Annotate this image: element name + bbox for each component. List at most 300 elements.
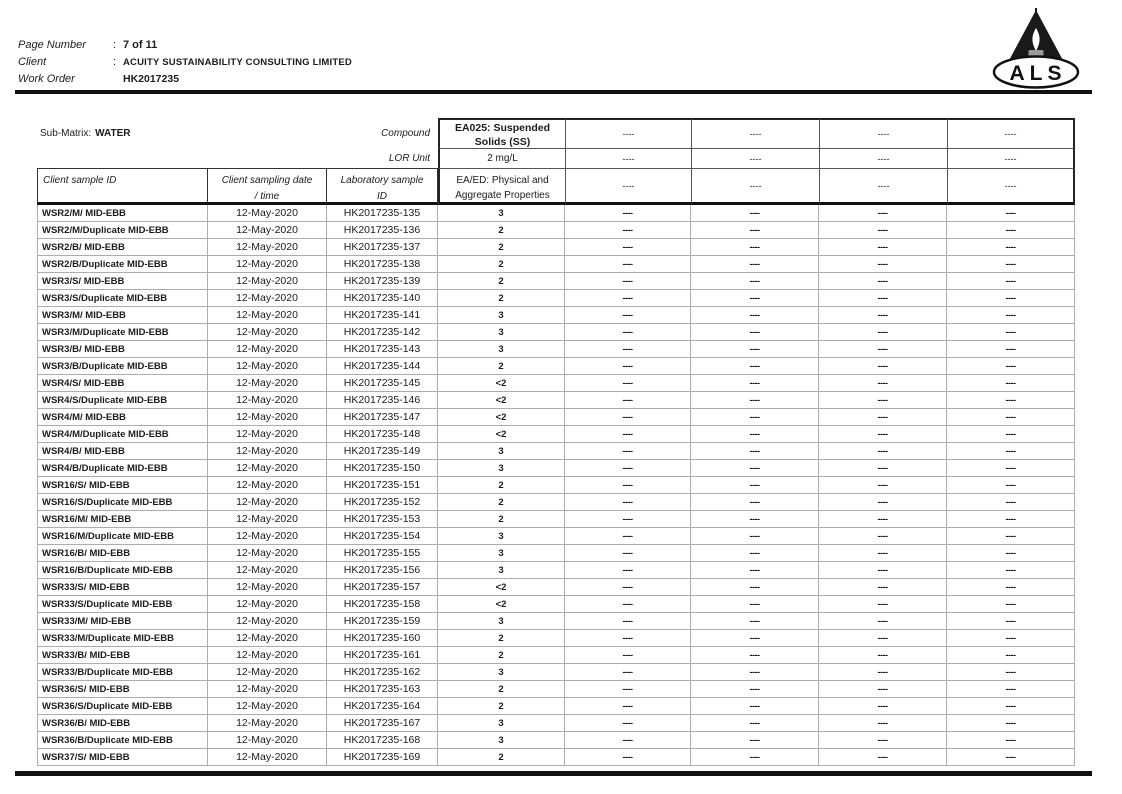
empty-result-cell: ---- xyxy=(691,715,819,732)
empty-result-cell: ---- xyxy=(565,613,691,630)
lab-sample-id-cell: HK2017235-146 xyxy=(327,392,438,409)
lab-sample-id-cell: HK2017235-140 xyxy=(327,290,438,307)
sampling-date-cell: 12-May-2020 xyxy=(208,562,327,579)
sampling-date-cell: 12-May-2020 xyxy=(208,715,327,732)
compound-header: EA025: Suspended Solids (SS) xyxy=(438,118,565,148)
empty-result-cell: ---- xyxy=(691,273,819,290)
separator: : xyxy=(113,39,117,51)
empty-result-cell: ---- xyxy=(691,664,819,681)
result-cell: 2 xyxy=(438,222,565,239)
empty-result-cell: ---- xyxy=(947,613,1075,630)
empty-result-cell: ---- xyxy=(819,647,947,664)
sampling-date-cell: 12-May-2020 xyxy=(208,409,327,426)
empty-result-cell: ---- xyxy=(947,409,1075,426)
lor-unit-empty: ---- xyxy=(819,148,947,168)
empty-result-cell: ---- xyxy=(691,562,819,579)
empty-result-cell: ---- xyxy=(691,358,819,375)
empty-result-cell: ---- xyxy=(819,358,947,375)
empty-result-cell: ---- xyxy=(565,698,691,715)
client-sample-id-cell: WSR33/S/ MID-EBB xyxy=(37,579,208,596)
empty-result-cell: ---- xyxy=(691,392,819,409)
client-sample-id-cell: WSR33/M/ MID-EBB xyxy=(37,613,208,630)
sampling-date-cell: 12-May-2020 xyxy=(208,681,327,698)
empty-result-cell: ---- xyxy=(691,256,819,273)
empty-result-cell: ---- xyxy=(565,392,691,409)
sampling-date-cell: 12-May-2020 xyxy=(208,392,327,409)
sampling-date-cell: 12-May-2020 xyxy=(208,222,327,239)
compound-row-label: Compound xyxy=(381,127,430,139)
empty-result-cell: ---- xyxy=(819,239,947,256)
page-number-value: 7 of 11 xyxy=(123,39,158,51)
client-sample-id-cell: WSR36/B/Duplicate MID-EBB xyxy=(37,732,208,749)
empty-result-cell: ---- xyxy=(947,222,1075,239)
sub-matrix-label: Sub-Matrix: xyxy=(40,127,92,139)
sampling-date-cell: 12-May-2020 xyxy=(208,341,327,358)
sub-matrix xyxy=(37,118,327,148)
sampling-date-cell: 12-May-2020 xyxy=(208,375,327,392)
empty-result-cell: ---- xyxy=(691,222,819,239)
result-cell: 3 xyxy=(438,460,565,477)
work-order-row xyxy=(18,73,352,90)
lab-sample-id-cell: HK2017235-162 xyxy=(327,664,438,681)
result-cell: 3 xyxy=(438,341,565,358)
empty-result-cell: ---- xyxy=(565,290,691,307)
lab-sample-id-cell: HK2017235-169 xyxy=(327,749,438,766)
result-cell: 3 xyxy=(438,307,565,324)
empty-result-cell: ---- xyxy=(691,239,819,256)
empty-result-cell: ---- xyxy=(691,426,819,443)
client-sample-id-cell: WSR3/M/Duplicate MID-EBB xyxy=(37,324,208,341)
empty-result-cell: ---- xyxy=(819,562,947,579)
empty-result-cell: ---- xyxy=(947,358,1075,375)
client-value: ACUITY SUSTAINABILITY CONSULTING LIMITED xyxy=(123,57,352,68)
lab-sample-id-cell: HK2017235-153 xyxy=(327,511,438,528)
empty-result-cell: ---- xyxy=(565,222,691,239)
empty-result-cell: ---- xyxy=(691,630,819,647)
empty-result-cell: ---- xyxy=(819,392,947,409)
result-cell: 2 xyxy=(438,358,565,375)
empty-result-cell: ---- xyxy=(691,477,819,494)
result-cell: <2 xyxy=(438,392,565,409)
lor-unit-row-label: LOR Unit xyxy=(388,152,430,164)
sampling-date-cell: 12-May-2020 xyxy=(208,545,327,562)
client-sample-id-cell: WSR2/M/Duplicate MID-EBB xyxy=(37,222,208,239)
results-table xyxy=(37,118,1075,766)
empty-result-cell: ---- xyxy=(947,256,1075,273)
client-sample-id-cell: WSR2/M/ MID-EBB xyxy=(37,205,208,222)
empty-result-cell: ---- xyxy=(819,222,947,239)
empty-result-cell: ---- xyxy=(565,664,691,681)
lab-sample-id-cell: HK2017235-150 xyxy=(327,460,438,477)
empty-result-cell: ---- xyxy=(819,256,947,273)
work-order-label: Work Order xyxy=(18,73,75,85)
result-cell: 3 xyxy=(438,443,565,460)
sampling-date-cell: 12-May-2020 xyxy=(208,613,327,630)
empty-result-cell: ---- xyxy=(565,579,691,596)
empty-result-cell: ---- xyxy=(691,460,819,477)
sampling-date-cell: 12-May-2020 xyxy=(208,596,327,613)
empty-result-cell: ---- xyxy=(947,324,1075,341)
sampling-date-cell: 12-May-2020 xyxy=(208,443,327,460)
lab-sample-id-cell: HK2017235-147 xyxy=(327,409,438,426)
lor-unit-value: 2 mg/L xyxy=(438,148,565,168)
header-rule xyxy=(15,90,1092,94)
empty-result-cell: ---- xyxy=(947,375,1075,392)
empty-result-cell: ---- xyxy=(947,307,1075,324)
compound-header-empty: ---- xyxy=(691,118,819,148)
empty-result-cell: ---- xyxy=(565,460,691,477)
result-cell: 3 xyxy=(438,715,565,732)
empty-result-cell: ---- xyxy=(947,681,1075,698)
empty-result-cell: ---- xyxy=(691,494,819,511)
empty-result-cell: ---- xyxy=(947,494,1075,511)
als-logo-text: ALS xyxy=(1009,62,1067,85)
empty-result-cell: ---- xyxy=(565,324,691,341)
lab-sample-id-cell: HK2017235-141 xyxy=(327,307,438,324)
empty-result-cell: ---- xyxy=(947,562,1075,579)
empty-result-cell: ---- xyxy=(947,290,1075,307)
page-number-label: Page Number xyxy=(18,39,86,51)
client-sample-id-cell: WSR16/B/ MID-EBB xyxy=(37,545,208,562)
empty-result-cell: ---- xyxy=(819,664,947,681)
empty-result-cell: ---- xyxy=(819,460,947,477)
sampling-date-cell: 12-May-2020 xyxy=(208,460,327,477)
lab-sample-id-cell: HK2017235-137 xyxy=(327,239,438,256)
empty-result-cell: ---- xyxy=(947,715,1075,732)
page-number-row xyxy=(18,39,352,56)
result-cell: 3 xyxy=(438,562,565,579)
empty-result-cell: ---- xyxy=(691,307,819,324)
empty-result-cell: ---- xyxy=(565,647,691,664)
empty-result-cell: ---- xyxy=(819,579,947,596)
lab-sample-id-cell: HK2017235-159 xyxy=(327,613,438,630)
result-cell: 2 xyxy=(438,749,565,766)
empty-result-cell: ---- xyxy=(691,698,819,715)
client-sample-id-cell: WSR16/B/Duplicate MID-EBB xyxy=(37,562,208,579)
empty-result-cell: ---- xyxy=(565,511,691,528)
separator: : xyxy=(113,56,117,68)
empty-result-cell: ---- xyxy=(819,273,947,290)
empty-result-cell: ---- xyxy=(565,409,691,426)
client-sample-id-cell: WSR3/S/Duplicate MID-EBB xyxy=(37,290,208,307)
empty-result-cell: ---- xyxy=(565,256,691,273)
empty-result-cell: ---- xyxy=(819,545,947,562)
lor-unit-empty: ---- xyxy=(565,148,691,168)
client-sample-id-cell: WSR2/B/Duplicate MID-EBB xyxy=(37,256,208,273)
empty-result-cell: ---- xyxy=(819,494,947,511)
empty-result-cell: ---- xyxy=(819,630,947,647)
empty-result-cell: ---- xyxy=(819,409,947,426)
empty-result-cell: ---- xyxy=(947,664,1075,681)
client-sample-id-cell: WSR3/M/ MID-EBB xyxy=(37,307,208,324)
empty-result-cell: ---- xyxy=(819,205,947,222)
result-cell: 2 xyxy=(438,647,565,664)
sampling-date-cell: 12-May-2020 xyxy=(208,494,327,511)
empty-result-cell: ---- xyxy=(947,511,1075,528)
empty-result-cell: ---- xyxy=(691,409,819,426)
client-sample-id-cell: WSR37/S/ MID-EBB xyxy=(37,749,208,766)
result-cell: 3 xyxy=(438,324,565,341)
lab-sample-id-cell: HK2017235-158 xyxy=(327,596,438,613)
sampling-date-cell: 12-May-2020 xyxy=(208,290,327,307)
result-cell: 2 xyxy=(438,494,565,511)
empty-result-cell: ---- xyxy=(947,732,1075,749)
empty-result-cell: ---- xyxy=(947,443,1075,460)
method-group-empty: ---- xyxy=(819,168,947,205)
client-sample-id-cell: WSR16/M/Duplicate MID-EBB xyxy=(37,528,208,545)
empty-result-cell: ---- xyxy=(819,681,947,698)
sub-matrix-value: WATER xyxy=(95,127,131,139)
lab-sample-id-cell: HK2017235-145 xyxy=(327,375,438,392)
compound-header-empty: ---- xyxy=(819,118,947,148)
empty-result-cell: ---- xyxy=(819,749,947,766)
result-cell: 2 xyxy=(438,477,565,494)
empty-result-cell: ---- xyxy=(691,375,819,392)
empty-result-cell: ---- xyxy=(947,239,1075,256)
empty-result-cell: ---- xyxy=(565,307,691,324)
empty-result-cell: ---- xyxy=(565,715,691,732)
empty-result-cell: ---- xyxy=(565,749,691,766)
result-cell: <2 xyxy=(438,596,565,613)
empty-result-cell: ---- xyxy=(565,681,691,698)
empty-result-cell: ---- xyxy=(947,426,1075,443)
sampling-date-cell: 12-May-2020 xyxy=(208,205,327,222)
client-sample-id-cell: WSR33/B/ MID-EBB xyxy=(37,647,208,664)
empty-result-cell: ---- xyxy=(565,205,691,222)
lab-sample-id-cell: HK2017235-149 xyxy=(327,443,438,460)
empty-result-cell: ---- xyxy=(565,239,691,256)
sampling-date-cell: 12-May-2020 xyxy=(208,256,327,273)
lab-sample-id-cell: HK2017235-160 xyxy=(327,630,438,647)
compound-header-empty: ---- xyxy=(947,118,1075,148)
footer-rule xyxy=(15,771,1092,776)
result-cell: 2 xyxy=(438,239,565,256)
compound-header-empty: ---- xyxy=(565,118,691,148)
lab-sample-id-cell: HK2017235-157 xyxy=(327,579,438,596)
lab-sample-id-cell: HK2017235-144 xyxy=(327,358,438,375)
empty-result-cell: ---- xyxy=(947,579,1075,596)
lab-sample-id-cell: HK2017235-136 xyxy=(327,222,438,239)
empty-result-cell: ---- xyxy=(691,290,819,307)
lab-sample-id-cell: HK2017235-161 xyxy=(327,647,438,664)
empty-result-cell: ---- xyxy=(565,528,691,545)
sampling-date-cell: 12-May-2020 xyxy=(208,307,327,324)
result-cell: 2 xyxy=(438,273,565,290)
empty-result-cell: ---- xyxy=(947,392,1075,409)
empty-result-cell: ---- xyxy=(819,596,947,613)
client-sample-id-cell: WSR4/S/Duplicate MID-EBB xyxy=(37,392,208,409)
column-header-client-sample-id: Client sample ID xyxy=(37,168,208,205)
sampling-date-cell: 12-May-2020 xyxy=(208,477,327,494)
empty-result-cell: ---- xyxy=(565,426,691,443)
empty-result-cell: ---- xyxy=(691,596,819,613)
empty-result-cell: ---- xyxy=(819,324,947,341)
result-cell: <2 xyxy=(438,409,565,426)
lab-sample-id-cell: HK2017235-163 xyxy=(327,681,438,698)
empty-result-cell: ---- xyxy=(819,528,947,545)
client-sample-id-cell: WSR16/S/ MID-EBB xyxy=(37,477,208,494)
sampling-date-cell: 12-May-2020 xyxy=(208,630,327,647)
empty-result-cell: ---- xyxy=(819,341,947,358)
result-cell: 3 xyxy=(438,732,565,749)
client-sample-id-cell: WSR4/M/ MID-EBB xyxy=(37,409,208,426)
sampling-date-cell: 12-May-2020 xyxy=(208,732,327,749)
result-cell: 3 xyxy=(438,545,565,562)
empty-result-cell: ---- xyxy=(691,613,819,630)
empty-result-cell: ---- xyxy=(819,715,947,732)
lab-sample-id-cell: HK2017235-154 xyxy=(327,528,438,545)
empty-result-cell: ---- xyxy=(565,341,691,358)
empty-result-cell: ---- xyxy=(565,494,691,511)
result-cell: 2 xyxy=(438,698,565,715)
client-sample-id-cell: WSR36/S/ MID-EBB xyxy=(37,681,208,698)
empty-result-cell: ---- xyxy=(565,732,691,749)
empty-result-cell: ---- xyxy=(691,647,819,664)
empty-result-cell: ---- xyxy=(565,562,691,579)
result-cell: <2 xyxy=(438,579,565,596)
client-sample-id-cell: WSR33/M/Duplicate MID-EBB xyxy=(37,630,208,647)
client-sample-id-cell: WSR2/B/ MID-EBB xyxy=(37,239,208,256)
lab-sample-id-cell: HK2017235-142 xyxy=(327,324,438,341)
lab-sample-id-cell: HK2017235-168 xyxy=(327,732,438,749)
empty-result-cell: ---- xyxy=(565,273,691,290)
result-cell: 3 xyxy=(438,613,565,630)
sampling-date-cell: 12-May-2020 xyxy=(208,647,327,664)
client-sample-id-cell: WSR3/S/ MID-EBB xyxy=(37,273,208,290)
page-header xyxy=(18,39,352,90)
client-label: Client xyxy=(18,56,47,68)
lab-sample-id-cell: HK2017235-143 xyxy=(327,341,438,358)
client-sample-id-cell: WSR33/S/Duplicate MID-EBB xyxy=(37,596,208,613)
empty-result-cell: ---- xyxy=(565,596,691,613)
client-sample-id-cell: WSR4/S/ MID-EBB xyxy=(37,375,208,392)
sampling-date-cell: 12-May-2020 xyxy=(208,528,327,545)
sampling-date-cell: 12-May-2020 xyxy=(208,579,327,596)
sampling-date-cell: 12-May-2020 xyxy=(208,273,327,290)
result-cell: 2 xyxy=(438,256,565,273)
sampling-date-cell: 12-May-2020 xyxy=(208,426,327,443)
client-sample-id-cell: WSR3/B/Duplicate MID-EBB xyxy=(37,358,208,375)
sampling-date-cell: 12-May-2020 xyxy=(208,749,327,766)
empty-result-cell: ---- xyxy=(819,613,947,630)
empty-result-cell: ---- xyxy=(691,341,819,358)
empty-result-cell: ---- xyxy=(947,749,1075,766)
sampling-date-cell: 12-May-2020 xyxy=(208,324,327,341)
empty-result-cell: ---- xyxy=(565,375,691,392)
result-cell: 2 xyxy=(438,511,565,528)
empty-result-cell: ---- xyxy=(947,273,1075,290)
lab-sample-id-cell: HK2017235-156 xyxy=(327,562,438,579)
client-sample-id-cell: WSR3/B/ MID-EBB xyxy=(37,341,208,358)
client-sample-id-cell: WSR36/B/ MID-EBB xyxy=(37,715,208,732)
client-row xyxy=(18,56,352,73)
client-sample-id-cell: WSR4/B/Duplicate MID-EBB xyxy=(37,460,208,477)
empty-result-cell: ---- xyxy=(819,426,947,443)
result-cell: 2 xyxy=(438,290,565,307)
work-order-value: HK2017235 xyxy=(123,73,180,85)
empty-result-cell: ---- xyxy=(947,596,1075,613)
sampling-date-cell: 12-May-2020 xyxy=(208,698,327,715)
empty-result-cell: ---- xyxy=(691,443,819,460)
empty-result-cell: ---- xyxy=(691,732,819,749)
lab-sample-id-cell: HK2017235-167 xyxy=(327,715,438,732)
empty-result-cell: ---- xyxy=(947,528,1075,545)
empty-result-cell: ---- xyxy=(819,732,947,749)
empty-result-cell: ---- xyxy=(947,545,1075,562)
sampling-date-cell: 12-May-2020 xyxy=(208,239,327,256)
empty-result-cell: ---- xyxy=(947,630,1075,647)
lor-unit-empty: ---- xyxy=(691,148,819,168)
client-sample-id-cell: WSR4/M/Duplicate MID-EBB xyxy=(37,426,208,443)
result-cell: 3 xyxy=(438,664,565,681)
empty-result-cell: ---- xyxy=(565,477,691,494)
empty-result-cell: ---- xyxy=(947,477,1075,494)
lab-sample-id-cell: HK2017235-148 xyxy=(327,426,438,443)
sampling-date-cell: 12-May-2020 xyxy=(208,664,327,681)
spacer xyxy=(37,148,327,168)
empty-result-cell: ---- xyxy=(565,630,691,647)
client-sample-id-cell: WSR33/B/Duplicate MID-EBB xyxy=(37,664,208,681)
empty-result-cell: ---- xyxy=(947,698,1075,715)
empty-result-cell: ---- xyxy=(819,443,947,460)
sampling-date-cell: 12-May-2020 xyxy=(208,358,327,375)
empty-result-cell: ---- xyxy=(819,511,947,528)
empty-result-cell: ---- xyxy=(947,460,1075,477)
empty-result-cell: ---- xyxy=(691,324,819,341)
method-group-header: EA/ED: Physical and Aggregate Properties xyxy=(438,168,565,205)
empty-result-cell: ---- xyxy=(691,205,819,222)
empty-result-cell: ---- xyxy=(691,579,819,596)
client-sample-id-cell: WSR16/S/Duplicate MID-EBB xyxy=(37,494,208,511)
empty-result-cell: ---- xyxy=(947,341,1075,358)
empty-result-cell: ---- xyxy=(565,358,691,375)
client-sample-id-cell: WSR16/M/ MID-EBB xyxy=(37,511,208,528)
empty-result-cell: ---- xyxy=(947,205,1075,222)
empty-result-cell: ---- xyxy=(691,511,819,528)
lab-sample-id-cell: HK2017235-152 xyxy=(327,494,438,511)
empty-result-cell: ---- xyxy=(691,528,819,545)
result-cell: 3 xyxy=(438,528,565,545)
sampling-date-cell: 12-May-2020 xyxy=(208,511,327,528)
lab-sample-id-cell: HK2017235-164 xyxy=(327,698,438,715)
empty-result-cell: ---- xyxy=(691,749,819,766)
lab-sample-id-cell: HK2017235-135 xyxy=(327,205,438,222)
empty-result-cell: ---- xyxy=(819,307,947,324)
lab-sample-id-cell: HK2017235-139 xyxy=(327,273,438,290)
empty-result-cell: ---- xyxy=(819,375,947,392)
empty-result-cell: ---- xyxy=(819,477,947,494)
empty-result-cell: ---- xyxy=(691,545,819,562)
result-cell: 2 xyxy=(438,681,565,698)
method-group-empty: ---- xyxy=(565,168,691,205)
method-group-empty: ---- xyxy=(691,168,819,205)
result-cell: 3 xyxy=(438,205,565,222)
lab-sample-id-cell: HK2017235-155 xyxy=(327,545,438,562)
column-header-sampling-date: Client sampling date / time xyxy=(208,168,327,205)
empty-result-cell: ---- xyxy=(565,443,691,460)
method-group-empty: ---- xyxy=(947,168,1075,205)
result-cell: <2 xyxy=(438,426,565,443)
result-cell: 2 xyxy=(438,630,565,647)
empty-result-cell: ---- xyxy=(819,290,947,307)
empty-result-cell: ---- xyxy=(819,698,947,715)
column-header-lab-sample-id: Laboratory sample ID xyxy=(327,168,438,205)
empty-result-cell: ---- xyxy=(565,545,691,562)
result-cell: <2 xyxy=(438,375,565,392)
empty-result-cell: ---- xyxy=(947,647,1075,664)
client-sample-id-cell: WSR36/S/Duplicate MID-EBB xyxy=(37,698,208,715)
lab-sample-id-cell: HK2017235-138 xyxy=(327,256,438,273)
